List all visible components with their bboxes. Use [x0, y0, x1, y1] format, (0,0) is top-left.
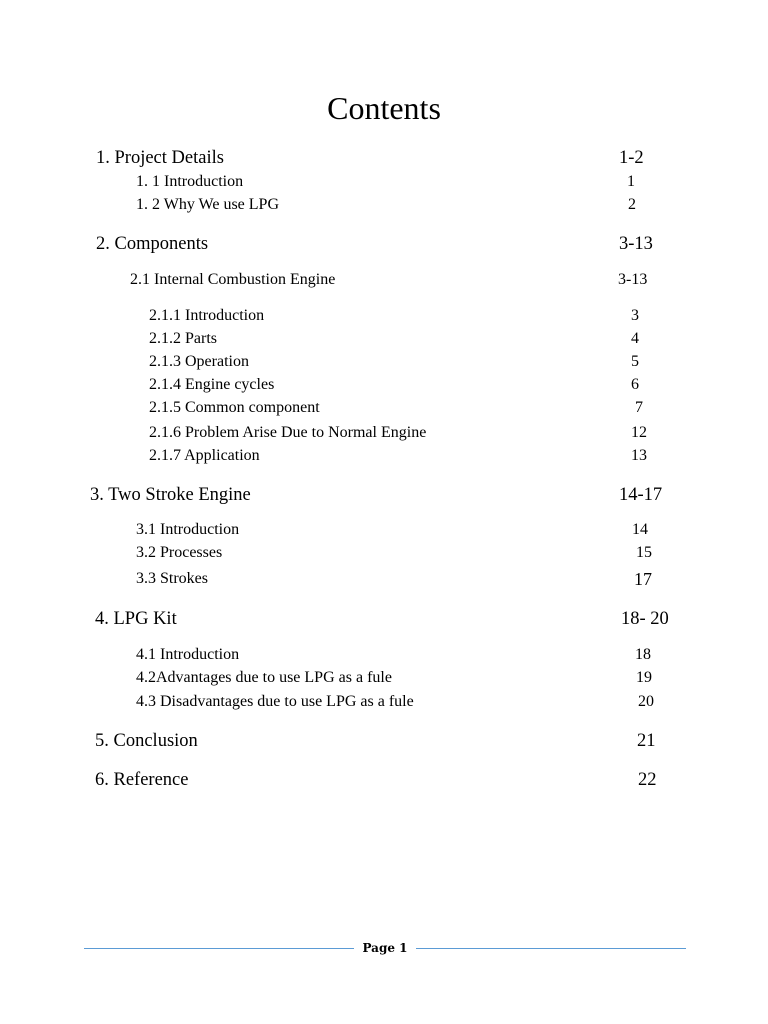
toc-entry-label: 1. Project Details [96, 148, 224, 168]
toc-entry-page: 20 [638, 693, 654, 710]
toc-entry-page: 14 [632, 521, 648, 538]
toc-entry-page: 12 [631, 424, 647, 441]
toc-entry-page: 13 [631, 447, 647, 464]
toc-entry-page: 2 [628, 196, 636, 213]
toc-entry-label: 1. 2 Why We use LPG [136, 196, 279, 213]
footer-rule-left [84, 948, 354, 949]
toc-entry-page: 19 [636, 669, 652, 686]
toc-entry-label: 2.1.1 Introduction [149, 307, 265, 324]
toc-entry-label: 4.1 Introduction [136, 646, 240, 663]
toc-entry-label: 2.1.4 Engine cycles [149, 376, 275, 393]
toc-entry-label: 2.1.7 Application [149, 447, 260, 464]
toc-entry-label: 2. Components [96, 234, 209, 254]
toc-entry-page: 1-2 [619, 148, 644, 168]
toc-entry-label: 2.1.3 Operation [149, 353, 249, 370]
footer-rule-right [416, 948, 686, 949]
toc-entry-page: 21 [637, 731, 656, 751]
toc-entry-label: 3.3 Strokes [136, 570, 208, 587]
toc-entry-page: 1 [627, 173, 635, 190]
toc-entry-label: 6. Reference [95, 770, 189, 790]
toc-entry-label: 3.1 Introduction [136, 521, 240, 538]
toc-entry-page: 7 [635, 399, 643, 416]
toc-entry-label: 4.3 Disadvantages due to use LPG as a fule [136, 693, 414, 710]
toc-entry-page: 17 [634, 569, 652, 589]
toc-entry-label: 2.1.5 Common component [149, 399, 320, 416]
toc-entry-page: 14-17 [619, 485, 663, 505]
toc-entry-label: 2.1.2 Parts [149, 330, 217, 347]
toc-entry-label: 4.2Advantages due to use LPG as a fule [136, 669, 392, 686]
toc-entry-page: 4 [631, 330, 639, 347]
toc-entry-label: 5. Conclusion [95, 731, 198, 751]
toc-entry-page: 18 [635, 646, 651, 663]
toc-entry-label: 2.1.6 Problem Arise Due to Normal Engine [149, 424, 427, 441]
toc-entry-page: 18- 20 [621, 609, 669, 629]
page-title: Contents [327, 90, 441, 126]
toc-entry-page: 5 [631, 353, 639, 370]
toc-entry-page: 3-13 [619, 234, 653, 254]
toc-entry-page: 6 [631, 376, 639, 393]
toc-entry-page: 3 [631, 307, 639, 324]
toc-entry-label: 3.2 Processes [136, 544, 223, 561]
toc-entry-label: 4. LPG Kit [95, 609, 177, 629]
toc-entry-page: 3-13 [618, 271, 648, 288]
toc-entry-label: 1. 1 Introduction [136, 173, 244, 190]
toc-entry-label: 3. Two Stroke Engine [90, 485, 251, 505]
toc-entry-page: 22 [638, 770, 657, 790]
toc-entry-label: 2.1 Internal Combustion Engine [130, 271, 336, 288]
toc-entry-page: 15 [636, 544, 652, 561]
footer-page-number: Page 1 [362, 941, 408, 955]
